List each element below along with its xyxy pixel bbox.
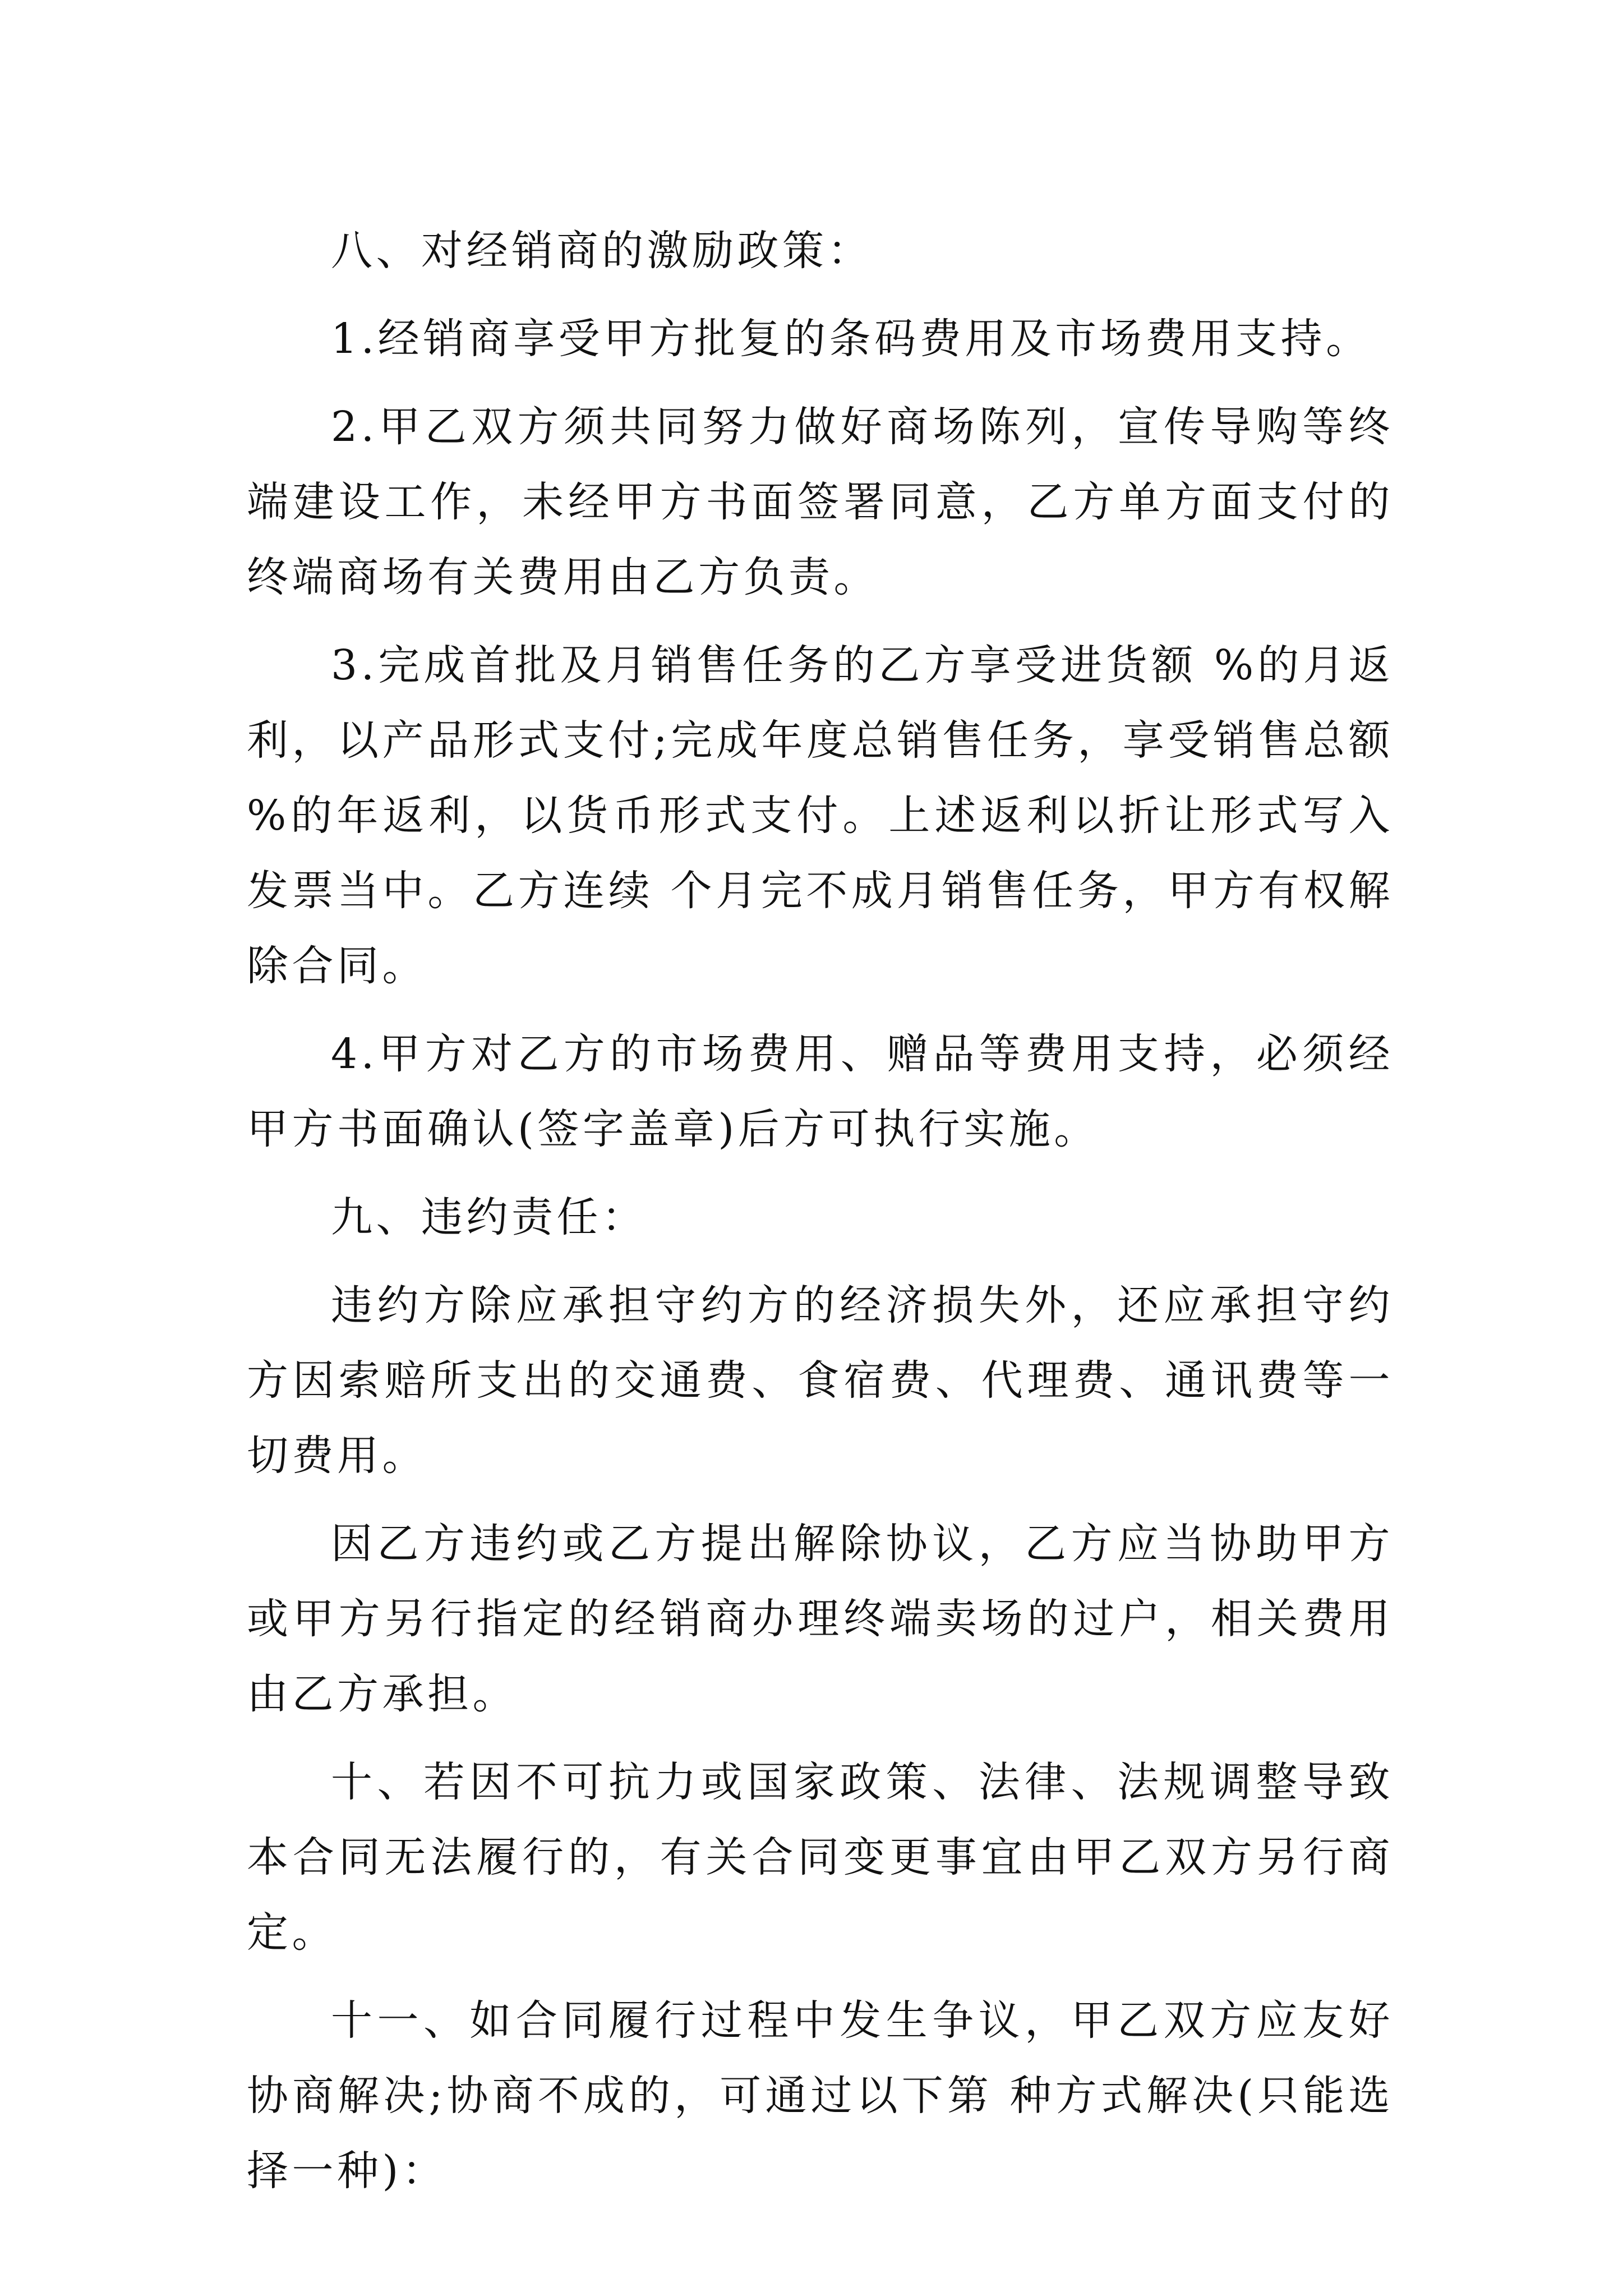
clause-paragraph: 4.甲方对乙方的市场费用、赠品等费用支持，必须经甲方书面确认(签字盖章)后方可执行实施。 bbox=[247, 1030, 1394, 1153]
document-body bbox=[247, 213, 1411, 2221]
clause-paragraph: 因乙方违约或乙方提出解除协议，乙方应当协助甲方或甲方另行指定的经销商办理终端卖场的过户，相关费用由乙方承担。 bbox=[247, 1520, 1394, 1718]
section-force-majeure: 十、若因不可抗力或国家政策、法律、法规调整导致本合同无法履行的，有关合同变更事宜由甲乙双方另行商定。 bbox=[247, 1758, 1394, 1957]
clause-paragraph: 2.甲乙双方须共同努力做好商场陈列，宣传导购等终端建设工作，未经甲方书面签署同意，乙方单方面支付的终端商场有关费用由乙方负责。 bbox=[247, 403, 1394, 601]
section-dispute-resolution: 十一、如合同履行过程中发生争议，甲乙双方应友好协商解决;协商不成的，可通过以下第 种方式解决(只能选择一种)： bbox=[247, 1996, 1394, 2195]
clause-paragraph: 3.完成首批及月销售任务的乙方享受进货额 %的月返利，以产品形式支付;完成年度总销售任务，享受销售总额 %的年返利，以货币形式支付。上述返利以折让形式写入发票当中。乙方连续 个月完不成月销售任务，甲方有权解除合同。 bbox=[247, 641, 1411, 990]
clause-paragraph: 1.经销商享受甲方批复的条码费用及市场费用支持。 bbox=[331, 315, 1371, 363]
clause-paragraph: 违约方除应承担守约方的经济损失外，还应承担守约方因索赔所支出的交通费、食宿费、代理费、通讯费等一切费用。 bbox=[247, 1281, 1394, 1480]
section-heading-breach-liability: 九、违约责任： bbox=[331, 1193, 647, 1241]
section-heading-incentive-policy: 八、对经销商的激励政策： bbox=[331, 227, 873, 275]
